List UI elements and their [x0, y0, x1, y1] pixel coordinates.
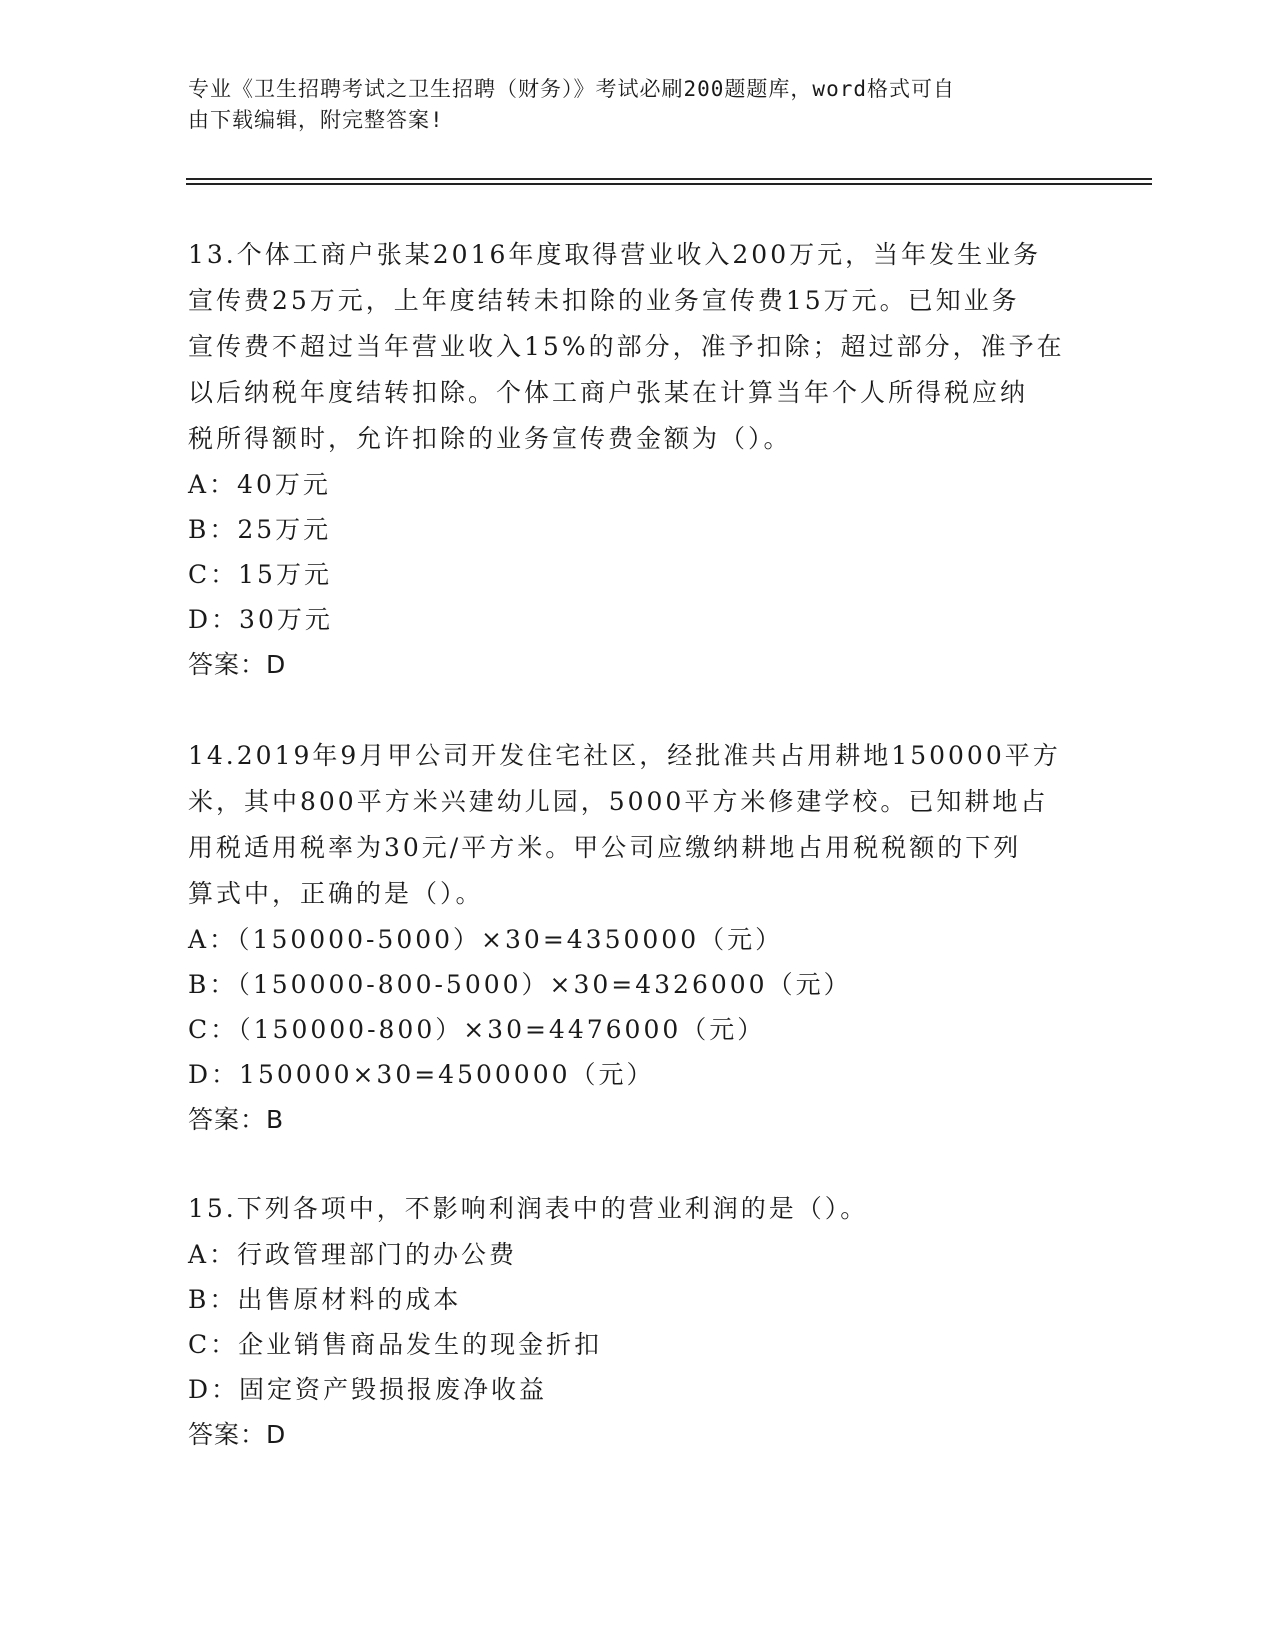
question-stem-line: 宣传费不超过当年营业收入15%的部分，准予扣除；超过部分，准予在 — [188, 332, 1065, 361]
option-b: B：25万元 — [188, 515, 332, 544]
question-14 — [188, 733, 1093, 1143]
option-c: C：15万元 — [188, 560, 332, 589]
question-stem-line: 14.2019年9月甲公司开发住宅社区，经批准共占用耕地150000平方 — [188, 741, 1061, 770]
question-13 — [188, 232, 1093, 688]
document-header — [188, 74, 1068, 136]
option-a: A：（150000-5000）×30=4350000（元） — [188, 925, 784, 954]
question-stem-line: 税所得额时，允许扣除的业务宣传费金额为（）。 — [188, 424, 792, 453]
option-b: B：（150000-800-5000）×30=4326000（元） — [188, 970, 852, 999]
question-stem-line: 米，其中800平方米兴建幼儿园，5000平方米修建学校。已知耕地占 — [188, 787, 1049, 816]
header-divider-bottom — [186, 183, 1152, 185]
option-a: A：40万元 — [188, 470, 331, 499]
question-stem-line: 13.个体工商户张某2016年度取得营业收入200万元，当年发生业务 — [188, 240, 1042, 269]
question-stem-line: 15.下列各项中，不影响利润表中的营业利润的是（）。 — [188, 1194, 869, 1223]
question-15 — [188, 1186, 1093, 1458]
question-stem-line: 算式中，正确的是（）。 — [188, 879, 484, 908]
question-stem-line: 以后纳税年度结转扣除。个体工商户张某在计算当年个人所得税应纳 — [188, 378, 1029, 407]
option-a: A：行政管理部门的办公费 — [188, 1240, 518, 1269]
option-c: C：（150000-800）×30=4476000（元） — [188, 1015, 766, 1044]
answer-line: 答案：D — [188, 1420, 287, 1449]
header-line-1: 专业《卫生招聘考试之卫生招聘（财务）》考试必刷200题题库，word格式可自 — [188, 77, 955, 101]
option-d: D：固定资产毁损报废净收益 — [188, 1375, 548, 1404]
header-line-2: 由下载编辑，附完整答案! — [188, 108, 444, 132]
question-stem-line: 宣传费25万元，上年度结转未扣除的业务宣传费15万元。已知业务 — [188, 286, 1020, 315]
answer-line: 答案：D — [188, 650, 287, 679]
header-divider-top — [186, 178, 1152, 180]
option-b: B：出售原材料的成本 — [188, 1285, 462, 1314]
question-stem-line: 用税适用税率为30元/平方米。甲公司应缴纳耕地占用税税额的下列 — [188, 833, 1022, 862]
answer-line: 答案：B — [188, 1105, 285, 1134]
option-c: C：企业销售商品发生的现金折扣 — [188, 1330, 603, 1359]
option-d: D：150000×30=4500000（元） — [188, 1060, 655, 1089]
option-d: D：30万元 — [188, 605, 333, 634]
